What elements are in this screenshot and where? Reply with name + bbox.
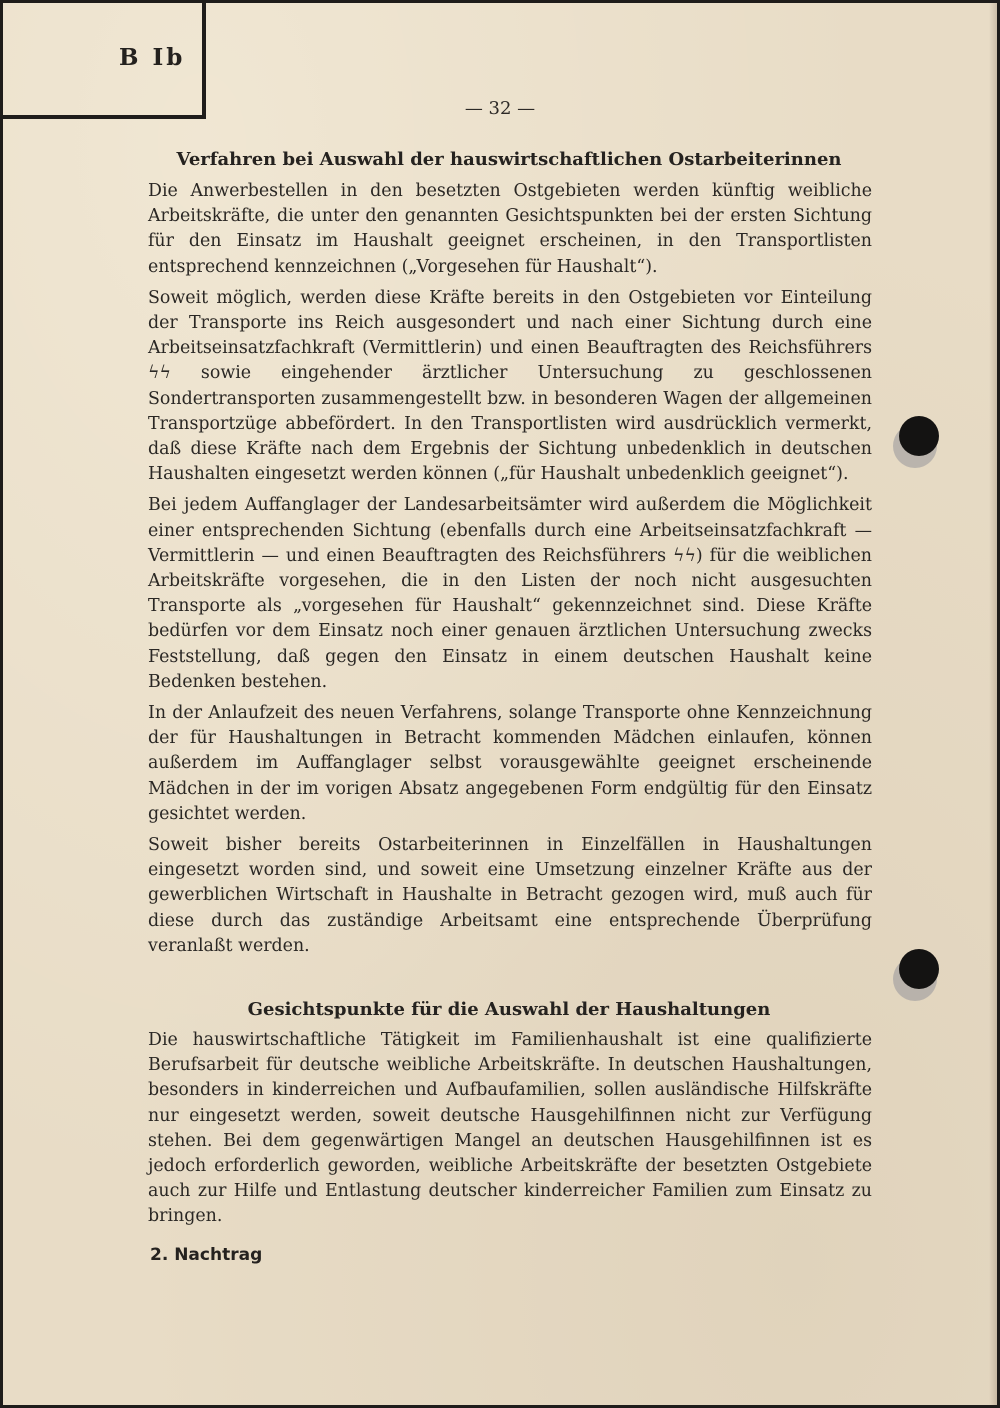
document-code: B Ib [119, 44, 186, 71]
section-1-paragraph: Die Anwerbestellen in den besetzten Ostgebieten werden künftig weibliche Arbeitskräfte, die unter den genannten Gesichtspunkten bei der ersten Sichtung für den Einsatz im Haushalt geeignet erscheinen, in den Transportlisten entsprechend kennzeichnen („Vorgesehen für Haushalt“). [148, 181, 872, 277]
section-1-paragraph: Soweit möglich, werden diese Kräfte bereits in den Ostgebieten vor Einteilung der Transporte ins Reich ausgesondert und nach einer Sichtung durch eine Arbeitseinsatzfachkraft (Vermittlerin) und einen Beauftragten des Reichsführers ϟϟ sowie eingehender ärztlicher Untersuchung zu geschlossenen Sondertransporten zusammengestellt bzw. in besonderen Wagen der allgemeinen Transportzüge abbefördert. In den Transportlisten wird ausdrücklich vermerkt, daß diese Kräfte nach dem Ergebnis der Sichtung unbedenklich in deutschen Haushalten eingesetzt werden können („für Haushalt unbedenklich geeignet“). [148, 287, 872, 485]
document-page [3, 3, 997, 1405]
punch-hole [899, 949, 939, 989]
supplement-label: 2. Nachtrag [150, 1245, 263, 1265]
section-2-heading: Gesichtspunkte für die Auswahl der Haushaltungen [247, 999, 771, 1020]
section-2-paragraph: Die hauswirtschaftliche Tätigkeit im Familienhaushalt ist eine qualifizierte Berufsarbeit für deutsche weibliche Arbeitskräfte. In deutschen Haushaltungen, besonders in kinderreichen und Aufbaufamilien, sollen ausländische Hilfskräfte nur eingesetzt werden, soweit deutsche Hausgehilfinnen nicht zur Verfügung stehen. Bei dem gegenwärtigen Mangel an deutschen Hausgehilfinnen ist es jedoch erforderlich geworden, weibliche Arbeitskräfte der besetzten Ostgebiete auch zur Hilfe und Entlastung deutscher kinderreicher Familien zum Einsatz zu bringen. [148, 1030, 872, 1227]
section-1-paragraph: In der Anlaufzeit des neuen Verfahrens, solange Transporte ohne Kennzeichnung der für Haushaltungen in Betracht kommenden Mädchen einlaufen, können außerdem im Auffanglager selbst vorausgewählte geeignet erscheinende Mädchen in der im vorigen Absatz angegebenen Form endgültig für den Einsatz gesichtet werden. [148, 703, 872, 824]
page-number: — 32 — [464, 98, 536, 119]
section-1-paragraph: Soweit bisher bereits Ostarbeiterinnen in Einzelfällen in Haushaltungen eingesetzt worden sind, und soweit eine Umsetzung einzelner Kräfte aus der gewerblichen Wirtschaft in Haushalte in Betracht gezogen wird, muß auch für diese durch das zuständige Arbeitsamt eine entsprechende Überprüfung veranlaßt werden. [148, 835, 872, 956]
section-1-paragraph: Bei jedem Auffanglager der Landesarbeitsämter wird außerdem die Möglichkeit einer entsprechenden Sichtung (ebenfalls durch eine Arbeitseinsatzfachkraft — Vermittlerin — und einen Beauftragten des Reichsführers ϟϟ) für die weiblichen Arbeitskräfte vorgesehen, die in den Listen der noch nicht ausgesuchten Transporte als „vorgesehen für Haushalt“ gekennzeichnet sind. Diese Kräfte bedürfen vor dem Einsatz noch einer genauen ärztlichen Untersuchung zwecks Feststellung, daß gegen den Einsatz in einem deutschen Haushalt keine Bedenken bestehen. [148, 495, 872, 692]
section-1-body [148, 179, 872, 965]
page-edge-shadow [989, 3, 997, 1405]
section-1-heading: Verfahren bei Auswahl der hauswirtschaftlichen Ostarbeiterinnen [176, 149, 842, 170]
section-2-body [148, 1028, 872, 1236]
punch-hole [899, 416, 939, 456]
